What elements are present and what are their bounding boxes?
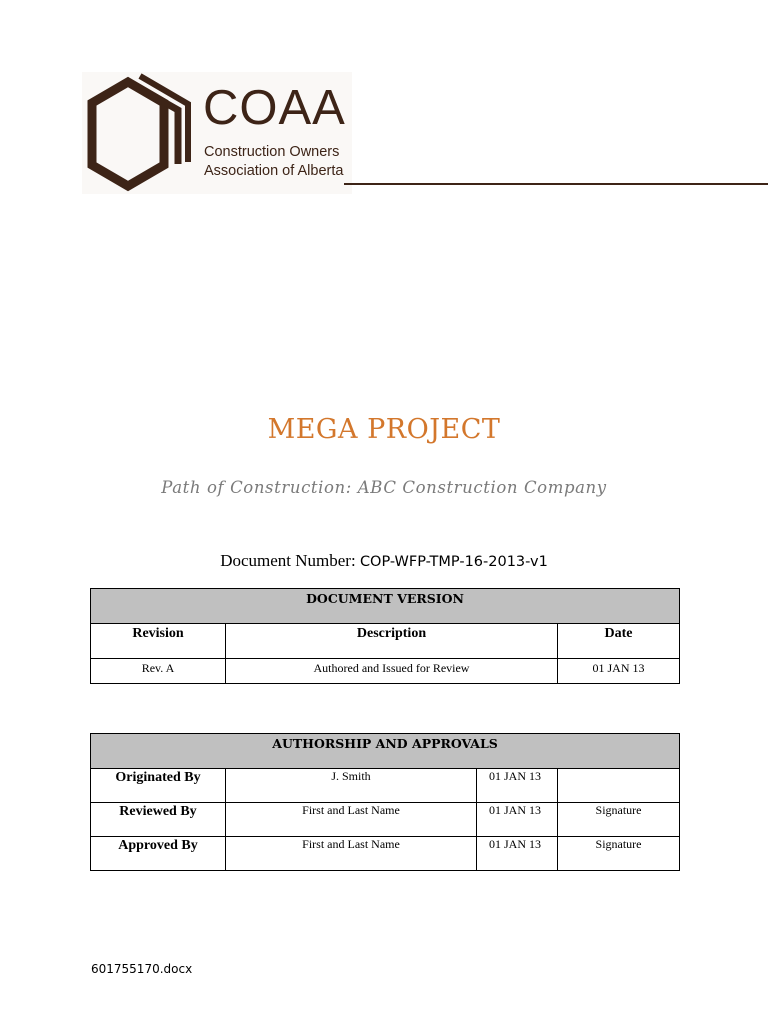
hexagon-house-logo-icon xyxy=(84,72,192,196)
table-row xyxy=(91,659,680,684)
document-number-value: COP-WFP-TMP-16-2013-v1 xyxy=(359,554,548,570)
revision-cell: Rev. A xyxy=(91,659,226,684)
table-row xyxy=(91,803,680,837)
name-cell: First and Last Name xyxy=(226,837,477,871)
document-version-table xyxy=(90,588,680,684)
signature-cell xyxy=(558,769,680,803)
date-cell: 01 JAN 13 xyxy=(477,803,558,837)
logo-name-line-2: Association of Alberta xyxy=(204,163,344,179)
document-title: MEGA PROJECT xyxy=(267,414,501,445)
signature-cell: Signature xyxy=(558,803,680,837)
authorship-approvals-table xyxy=(90,733,680,871)
logo-abbreviation: COAA xyxy=(203,81,346,135)
date-cell: 01 JAN 13 xyxy=(477,769,558,803)
authorship-approvals-heading: AUTHORSHIP AND APPROVALS xyxy=(91,734,680,769)
document-number xyxy=(0,551,768,571)
description-cell: Authored and Issued for Review xyxy=(226,659,558,684)
role-cell: Reviewed By xyxy=(91,803,226,837)
header-divider xyxy=(344,183,768,185)
date-cell: 01 JAN 13 xyxy=(477,837,558,871)
role-cell: Originated By xyxy=(91,769,226,803)
date-cell: 01 JAN 13 xyxy=(558,659,680,684)
column-header-description: Description xyxy=(226,624,558,659)
table-row xyxy=(91,769,680,803)
signature-cell: Signature xyxy=(558,837,680,871)
column-header-date: Date xyxy=(558,624,680,659)
document-number-label: Document Number: xyxy=(220,551,356,570)
column-header-revision: Revision xyxy=(91,624,226,659)
role-cell: Approved By xyxy=(91,837,226,871)
document-version-heading: DOCUMENT VERSION xyxy=(91,589,680,624)
name-cell: J. Smith xyxy=(226,769,477,803)
table-header-row xyxy=(91,624,680,659)
logo-name-line-1: Construction Owners xyxy=(204,144,340,160)
document-subtitle: Path of Construction: ABC Construction Company xyxy=(161,478,607,497)
name-cell: First and Last Name xyxy=(226,803,477,837)
table-row xyxy=(91,837,680,871)
footer-filename: 601755170.docx xyxy=(91,962,193,976)
